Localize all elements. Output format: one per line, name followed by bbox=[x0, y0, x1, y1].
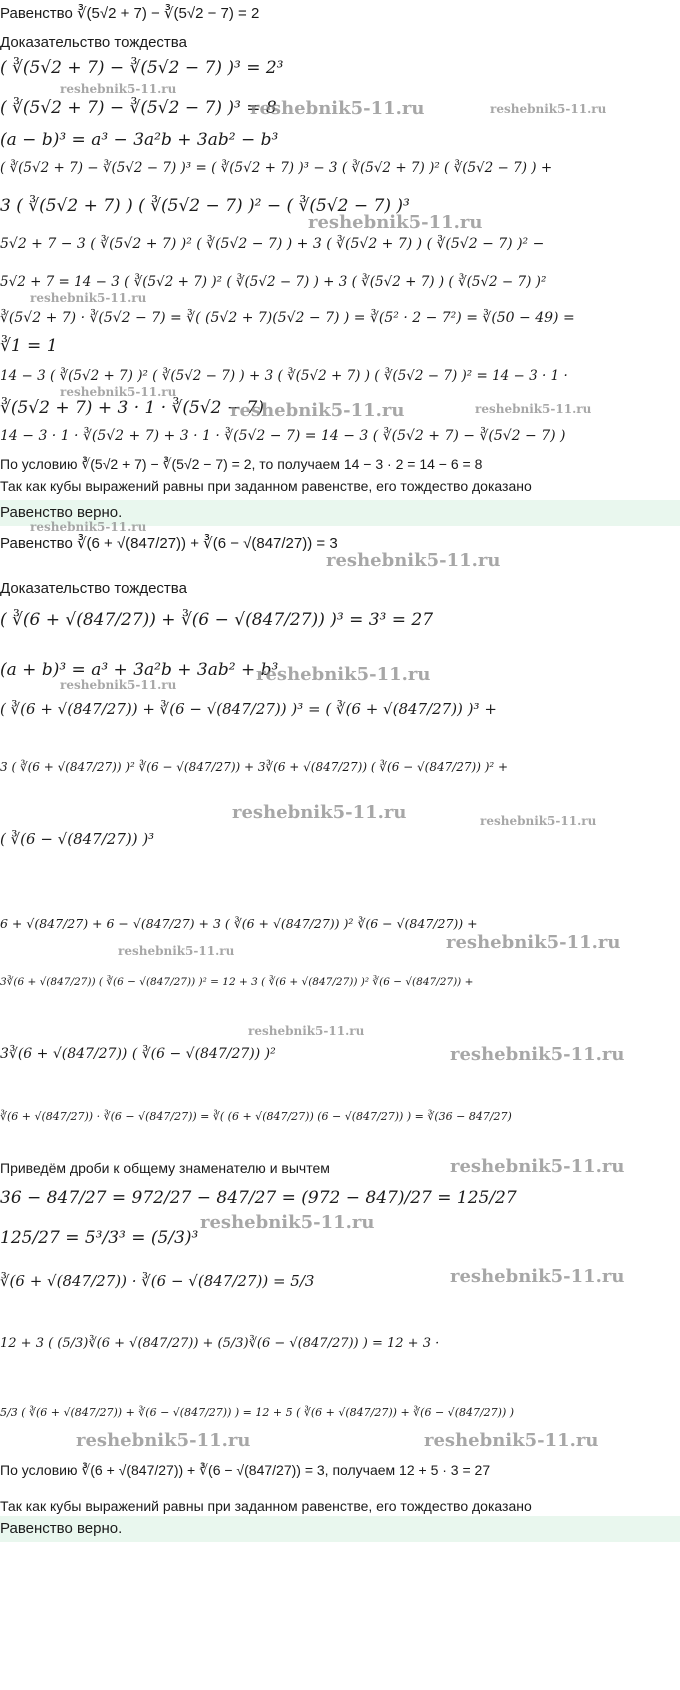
formula-line: ( ∛(5√2 + 7) − ∛(5√2 − 7) )³ = 2³ bbox=[0, 58, 284, 78]
watermark: reshebnik5-11.ru bbox=[30, 520, 147, 534]
formula-line: ∛(5√2 + 7) · ∛(5√2 − 7) = ∛( (5√2 + 7)(5√2 − 7) ) = ∛(5² · 2 − 7²) = ∛(50 − 49) = bbox=[0, 310, 575, 326]
formula-line: (a + b)³ = a³ + 3a²b + 3ab² + b³ bbox=[0, 660, 279, 680]
statement-1: Равенство ∛(5√2 + 7) − ∛(5√2 − 7) = 2 bbox=[0, 5, 260, 22]
watermark: reshebnik5-11.ru bbox=[446, 932, 621, 953]
proof-heading-1: Доказательство тождества bbox=[0, 34, 187, 51]
watermark: reshebnik5-11.ru bbox=[60, 385, 177, 399]
formula-line: ∛(6 + √(847/27)) · ∛(6 − √(847/27)) = ∛( (6 + √(847/27)) (6 − √(847/27)) ) = ∛(36 − 847/27) bbox=[0, 1110, 512, 1123]
watermark: reshebnik5-11.ru bbox=[480, 814, 597, 828]
watermark: reshebnik5-11.ru bbox=[250, 98, 425, 119]
formula-line: ∛(6 + √(847/27)) · ∛(6 − √(847/27)) = 5/3 bbox=[0, 1272, 315, 1290]
formula-line: 12 + 3 ( (5/3)∛(6 + √(847/27)) + (5/3)∛(6 − √(847/27)) ) = 12 + 3 · bbox=[0, 1336, 440, 1351]
formula-line: 3 ( ∛(5√2 + 7) ) ( ∛(5√2 − 7) )² − ( ∛(5√2 − 7) )³ bbox=[0, 196, 410, 216]
watermark: reshebnik5-11.ru bbox=[308, 212, 483, 233]
statement-2: Равенство ∛(6 + √(847/27)) + ∛(6 − √(847/27)) = 3 bbox=[0, 535, 338, 552]
watermark: reshebnik5-11.ru bbox=[475, 402, 592, 416]
watermark: reshebnik5-11.ru bbox=[118, 944, 235, 958]
formula-line: 5/3 ( ∛(6 + √(847/27)) + ∛(6 − √(847/27)) ) = 12 + 5 ( ∛(6 + √(847/27)) + ∛(6 − √(847/27)) ) bbox=[0, 1406, 515, 1419]
result-2: Равенство верно. bbox=[0, 1520, 123, 1537]
formula-line: ( ∛(6 + √(847/27)) + ∛(6 − √(847/27)) )³ = ( ∛(6 + √(847/27)) )³ + bbox=[0, 700, 497, 718]
watermark: reshebnik5-11.ru bbox=[232, 802, 407, 823]
formula-line: 3 ( ∛(6 + √(847/27)) )² ∛(6 − √(847/27)) + 3∛(6 + √(847/27)) ( ∛(6 − √(847/27)) )² + bbox=[0, 760, 509, 774]
conclusion-1: Так как кубы выражений равны при заданном равенстве, его тождество доказано bbox=[0, 478, 532, 494]
watermark: reshebnik5-11.ru bbox=[60, 678, 177, 692]
formula-line: 36 − 847/27 = 972/27 − 847/27 = (972 − 847)/27 = 125/27 bbox=[0, 1188, 517, 1208]
formula-line: 14 − 3 · 1 · ∛(5√2 + 7) + 3 · 1 · ∛(5√2 − 7) = 14 − 3 ( ∛(5√2 + 7) − ∛(5√2 − 7) ) bbox=[0, 428, 566, 444]
formula-line: 125/27 = 5³/3³ = (5/3)³ bbox=[0, 1228, 199, 1248]
formula-line: ( ∛(5√2 + 7) − ∛(5√2 − 7) )³ = 8 bbox=[0, 98, 277, 118]
conclusion-2: Так как кубы выражений равны при заданном равенстве, его тождество доказано bbox=[0, 1498, 532, 1514]
proof-heading-2: Доказательство тождества bbox=[0, 580, 187, 597]
formula-line: 6 + √(847/27) + 6 − √(847/27) + 3 ( ∛(6 + √(847/27)) )² ∛(6 − √(847/27)) + bbox=[0, 916, 478, 931]
condition-1: По условию ∛(5√2 + 7) − ∛(5√2 − 7) = 2, то получаем 14 − 3 · 2 = 14 − 6 = 8 bbox=[0, 456, 483, 472]
watermark: reshebnik5-11.ru bbox=[450, 1266, 625, 1287]
formula-line: ∛1 = 1 bbox=[0, 336, 58, 356]
watermark: reshebnik5-11.ru bbox=[450, 1044, 625, 1065]
formula-line: (a − b)³ = a³ − 3a²b + 3ab² − b³ bbox=[0, 130, 279, 150]
formula-line: 14 − 3 ( ∛(5√2 + 7) )² ( ∛(5√2 − 7) ) + 3 ( ∛(5√2 + 7) ) ( ∛(5√2 − 7) )² = 14 − 3 · 1 · bbox=[0, 368, 568, 384]
watermark: reshebnik5-11.ru bbox=[248, 1024, 365, 1038]
formula-line: 5√2 + 7 = 14 − 3 ( ∛(5√2 + 7) )² ( ∛(5√2 − 7) ) + 3 ( ∛(5√2 + 7) ) ( ∛(5√2 − 7) )² bbox=[0, 274, 547, 290]
watermark: reshebnik5-11.ru bbox=[76, 1430, 251, 1451]
formula-line: 3∛(6 + √(847/27)) ( ∛(6 − √(847/27)) )² = 12 + 3 ( ∛(6 + √(847/27)) )² ∛(6 − √(847/27)) + bbox=[0, 976, 474, 988]
condition-2: По условию ∛(6 + √(847/27)) + ∛(6 − √(847/27)) = 3, получаем 12 + 5 · 3 = 27 bbox=[0, 1462, 491, 1478]
watermark: reshebnik5-11.ru bbox=[200, 1212, 375, 1233]
result-1: Равенство верно. bbox=[0, 504, 123, 521]
formula-line: 3∛(6 + √(847/27)) ( ∛(6 − √(847/27)) )² bbox=[0, 1046, 276, 1062]
formula-line: 5√2 + 7 − 3 ( ∛(5√2 + 7) )² ( ∛(5√2 − 7) ) + 3 ( ∛(5√2 + 7) ) ( ∛(5√2 − 7) )² − bbox=[0, 236, 545, 252]
watermark: reshebnik5-11.ru bbox=[230, 400, 405, 421]
watermark: reshebnik5-11.ru bbox=[256, 664, 431, 685]
watermark: reshebnik5-11.ru bbox=[450, 1156, 625, 1177]
watermark: reshebnik5-11.ru bbox=[490, 102, 607, 116]
watermark: reshebnik5-11.ru bbox=[424, 1430, 599, 1451]
formula-line: ( ∛(5√2 + 7) − ∛(5√2 − 7) )³ = ( ∛(5√2 + 7) )³ − 3 ( ∛(5√2 + 7) )² ( ∛(5√2 − 7) ) + bbox=[0, 160, 553, 176]
fraction-note: Приведём дроби к общему знаменателю и вычтем bbox=[0, 1160, 330, 1176]
watermark: reshebnik5-11.ru bbox=[326, 550, 501, 571]
watermark: reshebnik5-11.ru bbox=[30, 291, 147, 305]
formula-line: ( ∛(6 + √(847/27)) + ∛(6 − √(847/27)) )³ = 3³ = 27 bbox=[0, 610, 434, 630]
formula-line: ∛(5√2 + 7) + 3 · 1 · ∛(5√2 − 7) bbox=[0, 398, 264, 418]
formula-line: ( ∛(6 − √(847/27)) )³ bbox=[0, 830, 155, 848]
watermark: reshebnik5-11.ru bbox=[60, 82, 177, 96]
